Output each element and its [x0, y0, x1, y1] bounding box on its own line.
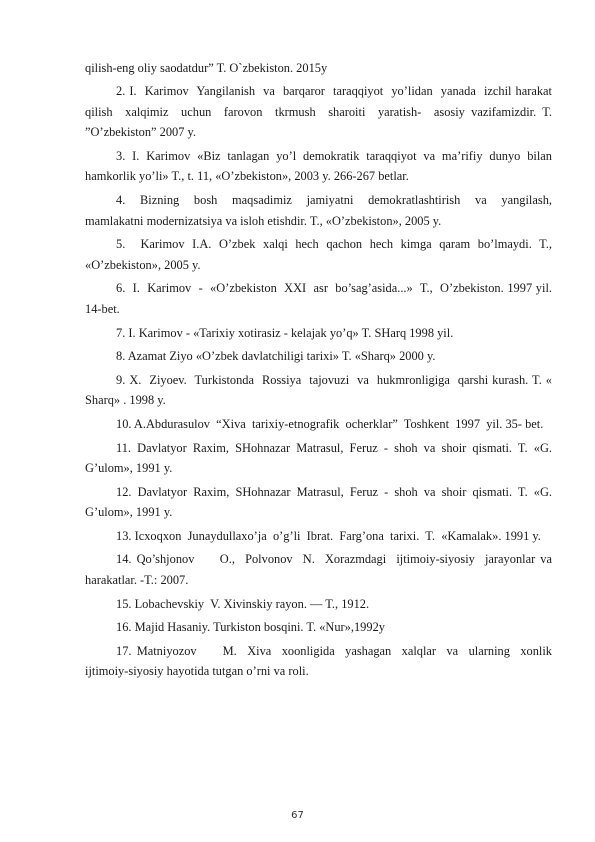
reference-item [85, 81, 559, 143]
continued-reference-line: qilish-eng oliy saodatdur” T. O`zbekiston. 2015y [85, 61, 328, 75]
reference-number: 13. [116, 528, 132, 543]
reference-text: Bizning bosh maqsadimiz jamiyatni demokratlashtirish va yangilash, mamlakatni modernizatsiya va isloh etishdir. T., «O’zbekiston», 2005 y. [85, 192, 556, 228]
reference-item [85, 190, 556, 231]
reference-number: 15. [116, 596, 132, 611]
reference-item [85, 549, 556, 590]
reference-item [85, 594, 552, 615]
reference-item [85, 526, 552, 547]
reference-number: 8. [116, 349, 126, 364]
document-body [85, 58, 559, 685]
reference-number: 9. [116, 372, 126, 387]
reference-number: 4. [116, 192, 126, 207]
reference-number: 12. [116, 484, 132, 499]
reference-number: 10. [116, 416, 132, 431]
reference-item [85, 370, 556, 411]
reference-number: 11. [116, 440, 132, 455]
reference-item [85, 323, 552, 344]
reference-item [85, 482, 556, 523]
reference-item [85, 278, 556, 319]
reference-text: I. Karimov - «O’zbekiston XXI asr bo’sag’asida...» T., O’zbekiston. 1997 yil. 14-bet. [85, 281, 556, 316]
reference-text: Karimov I.A. O’zbek xalqi hech qachon hech kimga qaram bo’lmaydi. T., «O’zbekiston», 2005 y. [85, 237, 556, 272]
reference-item [85, 641, 556, 682]
reference-text: Matniyozov M. Xiva xoonligida yashagan xalqlar va ularning xonlik ijtimoiy-siyosiy hayotida tutgan o’rni va roli. [85, 643, 556, 679]
reference-text: Lobachevskiy V. Xivinskiy rayon. — T., 1912. [134, 596, 370, 611]
reference-number: 14. [116, 552, 132, 567]
reference-number: 2. [116, 84, 126, 98]
reference-text: Majid Hasaniy. Turkiston bosqini. T. «Nur»,1992y [134, 620, 385, 635]
reference-text: I. Karimov Yangilanish va barqaror taraqqiyot yo’lidan yanada izchil harakat qilish xalqimiz uchun farovon tkrmush sharoiti yaratish- asosiy vazifamizdir. T. ”O’zbekiston” 2007 y. [85, 84, 559, 140]
reference-list [85, 81, 559, 682]
reference-item [85, 414, 552, 435]
reference-item [85, 146, 556, 187]
reference-text: A.Abdurasulov “Xiva tarixiy-etnografik ocherklar” Toshkent 1997 yil. 35- bet. [133, 416, 544, 431]
reference-number: 5. [116, 237, 126, 252]
reference-item [85, 617, 552, 638]
reference-text: I. Karimov - «Tarixiy xotirasiz - kelajak yo’q» T. SHarq 1998 yil. [128, 325, 454, 340]
reference-item [85, 438, 556, 479]
reference-text: X. Ziyoev. Turkistonda Rossiya tajovuzi va hukmronligiga qarshi kurash. T. « Sharq» . 1998 y. [85, 372, 556, 408]
reference-text: Azamat Ziyo «O’zbek davlatchiligi tarixi» T. «Sharq» 2000 y. [127, 349, 436, 364]
reference-text: Qo’shjonov O., Polvonov N. Xorazmdagi ijtimoiy-siyosiy jarayonlar va harakatlar. -T.: 2007. [85, 552, 556, 588]
reference-text: Icxoqxon Junaydullaxo’ja o’g’li Ibrat. Farg’ona tarixi. T. «Kamalak». 1991 y. [134, 528, 541, 543]
reference-number: 6. [116, 281, 126, 296]
reference-number: 7. [116, 325, 126, 340]
reference-text: Davlatyor Raxim, SHohnazar Matrasul, Feruz - shoh va shoir qismati. T. «G. G’ulom», 1991 y. [85, 440, 556, 476]
page-number: 67 [291, 810, 304, 821]
reference-item [85, 234, 556, 275]
reference-item [85, 346, 552, 367]
reference-number: 16. [116, 620, 132, 635]
reference-number: 3. [116, 148, 126, 163]
reference-number: 17. [116, 643, 132, 658]
reference-text: I. Karimov «Biz tanlagan yo’l demokratik taraqqiyot va ma’rifiy dunyo bilan hamkorlik yo’li» T., t. 11, «O’zbekiston», 2003 y. 266-267 betlar. [85, 148, 556, 184]
reference-text: Davlatyor Raxim, SHohnazar Matrasul, Feruz - shoh va shoir qismati. T. «G. G’ulom», 1991 y. [85, 484, 556, 520]
